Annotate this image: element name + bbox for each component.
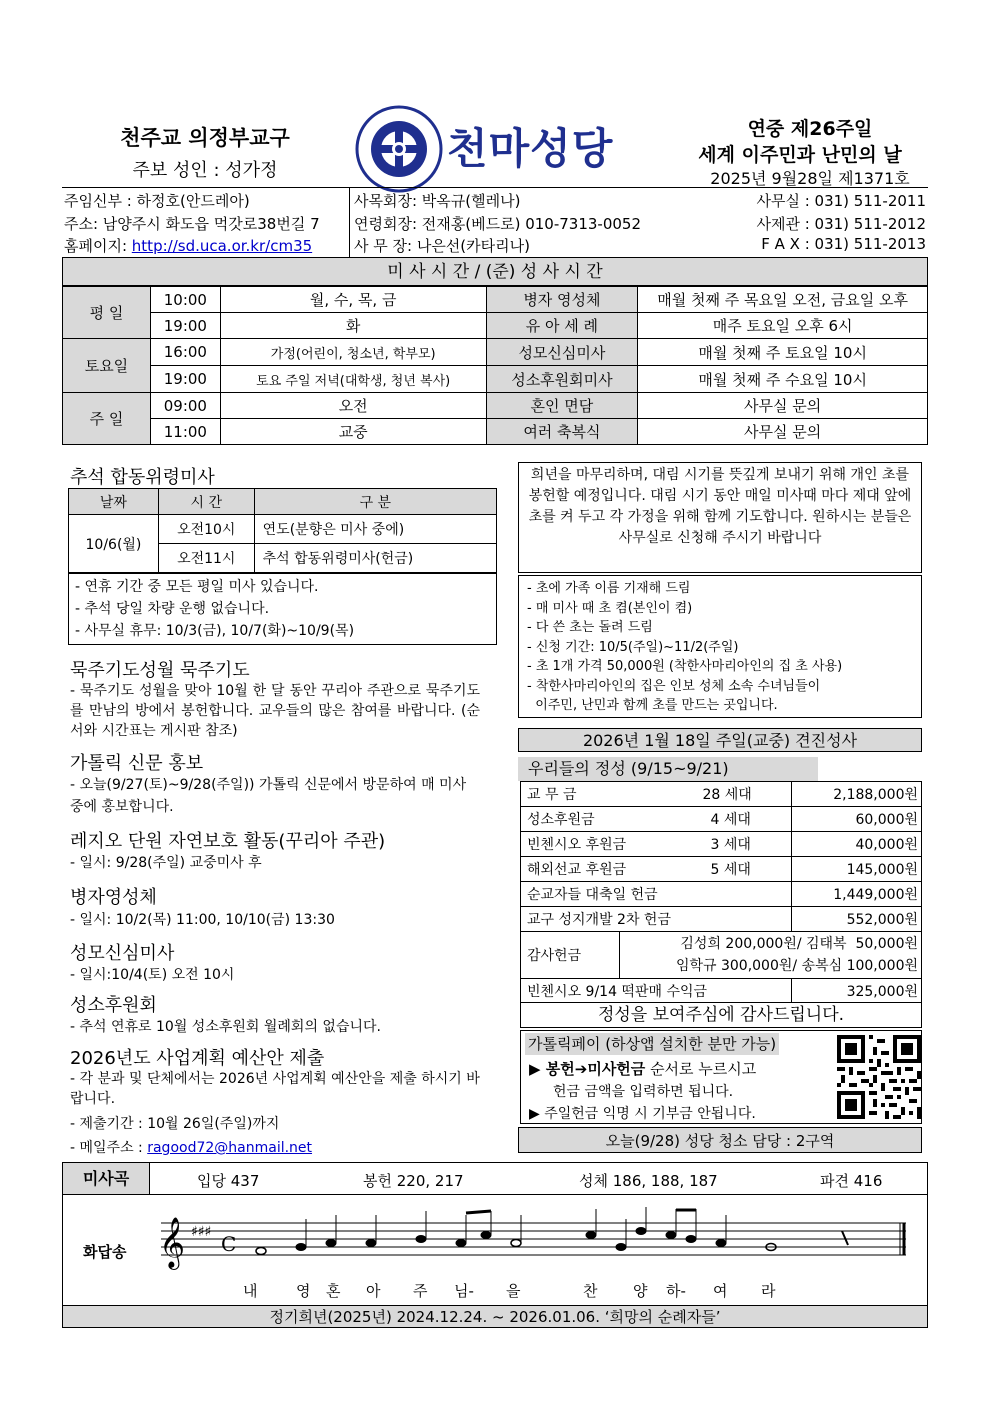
chuseok-note: - 추석 당일 차량 운행 없습니다. — [75, 601, 270, 617]
issue-date: 2025년 9월28일 제1371호 — [710, 169, 910, 188]
homepage — [64, 235, 312, 256]
liturgical-week: 연중 제26주일 — [747, 118, 873, 140]
lyric-syllable: 주 — [413, 1282, 428, 1300]
catholic-pay-box — [520, 1030, 922, 1124]
lyric-syllable: 여 — [713, 1282, 728, 1300]
sick-text: - 일시: 10/2(목) 11:00, 10/10(금) 13:30 — [70, 912, 335, 928]
vocation-title: 성소후원회 — [70, 995, 157, 1016]
lyric-syllable: 영 — [296, 1282, 311, 1300]
thanks-donors — [620, 932, 922, 979]
day-saturday: 토요일 — [63, 339, 151, 393]
offering-amount: 552,000원 — [792, 907, 922, 932]
budget-deadline: - 제출기간 : 10월 26일(주일)까지 — [70, 1116, 280, 1132]
patron-saint: 주보 성인 : 성가정 — [132, 160, 278, 181]
sacrament-detail: 사무실 문의 — [638, 393, 928, 419]
psalm-label: 화답송 — [83, 1243, 127, 1261]
chuseok-notes — [68, 573, 497, 645]
offering-label: 순교자들 대축일 헌금 — [521, 882, 792, 907]
mass-time: 09:00 — [150, 393, 220, 419]
chuseok-time: 오전11시 — [158, 544, 254, 573]
candle-item: - 초 1개 가격 50,000원 (착한사마리아인의 집 초 사용) — [527, 659, 843, 674]
offering-row — [521, 782, 792, 807]
catholic-pay-line2: 헌금 금액을 입력하면 됩니다. — [553, 1084, 734, 1100]
address: 주소: 남양주시 화도읍 먹갓로38번길 7 — [64, 215, 320, 233]
homepage-link[interactable]: http://sd.uca.or.kr/cm35 — [131, 237, 313, 255]
candle-list — [518, 575, 922, 718]
pastor: 주임신부 : 하정호(안드레아) — [64, 192, 250, 210]
offering-count: 4 세대 — [710, 812, 751, 828]
budget-text: - 각 분과 및 단체에서는 2026년 사업계획 예산안을 제출 하시기 바랍니다. — [70, 1071, 480, 1107]
chuseok-title: 추석 합동위령미사 — [70, 467, 215, 488]
mass-desc: 화 — [220, 313, 486, 339]
chuseok-date: 10/6(월) — [69, 515, 159, 573]
mass-desc: 오전 — [220, 393, 486, 419]
rectory-phone: 사제관 : 031) 511-2012 — [756, 215, 926, 233]
hymn-offertory: 봉헌 220, 217 — [363, 1172, 464, 1190]
vincent-amount: 325,000원 — [792, 979, 922, 1003]
lyric-syllable: 내 — [243, 1282, 258, 1300]
psalm-lyrics — [151, 1280, 911, 1302]
catholic-pay-line3: ▶ 주일헌금 익명 시 기부금 안됩니다. — [529, 1106, 756, 1122]
mass-schedule-table — [62, 286, 928, 445]
confirmation-banner: 2026년 1월 18일 주일(교중) 견진성사 — [518, 728, 922, 752]
budget-email-row — [70, 1137, 312, 1157]
lyric-syllable: 하- — [666, 1282, 686, 1300]
offering-table — [520, 781, 922, 1003]
council-head: 사목회장: 박옥규(헬레나) — [354, 192, 521, 210]
candle-item: - 매 미사 때 초 켬(본인이 켬) — [527, 600, 693, 616]
budget-title: 2026년도 사업계획 예산안 제출 — [70, 1048, 325, 1069]
marian-title: 성모신심미사 — [70, 943, 175, 964]
offering-amount: 40,000원 — [792, 832, 922, 857]
sacrament-item: 혼인 면담 — [486, 393, 638, 419]
mass-desc: 교중 — [220, 419, 486, 445]
lyric-syllable: 님- — [454, 1282, 474, 1300]
offering-title: 우리들의 정성 (9/15~9/21) — [518, 757, 818, 781]
news-text: - 오늘(9/27(토)~9/28(주일)) 가톨릭 신문에서 방문하여 매 미사 중에 홍보합니다. — [70, 777, 467, 815]
offering-amount: 2,188,000원 — [792, 782, 922, 807]
catholic-pay-title: 가톨릭페이 (하상앱 설치한 분만 가능) — [525, 1033, 779, 1055]
day-sunday: 주 일 — [63, 393, 151, 445]
vincent-label: 빈첸시오 9/14 떡판매 수익금 — [521, 979, 792, 1003]
chuseok-header-date: 날짜 — [69, 489, 159, 515]
day-weekday: 평 일 — [63, 287, 151, 339]
fax: F A X : 031) 511-2013 — [761, 235, 926, 253]
sick-title: 병자영성체 — [70, 887, 157, 908]
offering-label: 성소후원금 — [527, 812, 595, 828]
step-instruction: 순서로 누르시고 — [645, 1060, 757, 1078]
mass-time: 19:00 — [150, 313, 220, 339]
budget-email-label: - 메일주소 : — [70, 1140, 148, 1156]
chuseok-desc: 추석 합동위령미사(헌금) — [254, 544, 496, 573]
mass-time: 16:00 — [150, 339, 220, 366]
lyric-syllable: 찬 — [583, 1282, 598, 1300]
chuseok-note: - 사무실 휴무: 10/3(금), 10/7(화)~10/9(목) — [75, 623, 355, 639]
candle-item: - 신청 기간: 10/5(주일)~11/2(주일) — [527, 639, 739, 655]
mass-time: 19:00 — [150, 366, 220, 393]
budget-email-link[interactable]: ragood72@hanmail.net — [147, 1140, 313, 1156]
hymn-dismissal: 파견 416 — [820, 1172, 883, 1190]
chuseok-table — [68, 488, 497, 573]
sacrament-item: 성소후원회미사 — [486, 366, 638, 393]
mass-schedule-title: 미 사 시 간 / (준) 성 사 시 간 — [62, 257, 928, 286]
thanks-line: 김성희 200,000원/ 김태복 50,000원 — [680, 936, 918, 952]
sacrament-item: 유 아 세 례 — [486, 313, 638, 339]
mass-offering-step-label: 미사헌금 — [587, 1060, 646, 1078]
homepage-label: 홈페이지: — [64, 237, 132, 255]
chuseok-time: 오전10시 — [158, 515, 254, 544]
thanks-line: 임학규 300,000원/ 송복심 100,000원 — [675, 958, 918, 974]
sacrament-item: 여러 축복식 — [486, 419, 638, 445]
offering-step-label: ▶ 봉헌 — [529, 1060, 575, 1078]
hymn-section — [62, 1162, 928, 1328]
parish-name: 천마성당 — [447, 124, 614, 173]
sacrament-detail: 매월 첫째 주 수요일 10시 — [638, 366, 928, 393]
candle-item: 이주민, 난민과 함께 초를 만드는 곳입니다. — [527, 698, 778, 713]
parish-info — [62, 187, 928, 256]
offering-count: 28 세대 — [702, 787, 752, 803]
svg-text:♯♯♯: ♯♯♯ — [191, 1224, 212, 1240]
lyric-syllable: 양 — [633, 1282, 648, 1300]
hymn-entrance: 입당 437 — [197, 1172, 260, 1190]
sacrament-detail: 매월 첫째 주 토요일 10시 — [638, 339, 928, 366]
qr-code-icon[interactable] — [837, 1035, 921, 1119]
legio-text: - 일시: 9/28(주일) 교중미사 후 — [70, 855, 262, 871]
marian-text: - 일시:10/4(토) 오전 10시 — [70, 967, 235, 983]
offering-label: 교구 성지개발 2차 헌금 — [521, 907, 792, 932]
mass-time: 10:00 — [150, 287, 220, 313]
offering-label: 빈첸시오 후원금 — [527, 837, 627, 853]
offering-amount: 60,000원 — [792, 807, 922, 832]
offering-amount: 1,449,000원 — [792, 882, 922, 907]
chuseok-note: - 연휴 기간 중 모든 평일 미사 있습니다. — [75, 579, 319, 595]
lyric-syllable: 을 — [506, 1282, 521, 1300]
office-phone: 사무실 : 031) 511-2011 — [756, 192, 926, 210]
hymn-communion: 성체 186, 188, 187 — [579, 1172, 718, 1190]
vocation-text: - 추석 연휴로 10월 성소후원회 월례회의 없습니다. — [70, 1019, 381, 1035]
sacrament-detail: 사무실 문의 — [638, 419, 928, 445]
federation-head: 연령회장: 전재홍(베드로) 010-7313-0052 — [354, 215, 641, 233]
candle-item: - 다 쓴 초는 돌려 드림 — [527, 620, 653, 635]
mass-time: 11:00 — [150, 419, 220, 445]
legio-title: 레지오 단원 자연보호 활동(꾸리아 주관) — [70, 831, 386, 852]
diocese-name: 천주교 의정부교구 — [120, 126, 290, 150]
sacrament-detail: 매월 첫째 주 목요일 오전, 금요일 오후 — [638, 287, 928, 313]
lyric-syllable: 아 — [366, 1282, 381, 1300]
chuseok-header-time: 시 간 — [158, 489, 254, 515]
secretary: 사 무 장: 나은선(카타리나) — [354, 237, 530, 255]
news-title: 가톨릭 신문 홍보 — [70, 753, 204, 774]
psalm-music-staff — [151, 1205, 911, 1279]
rosary-title: 묵주기도성월 묵주기도 — [70, 660, 250, 681]
offering-thanks: 정성을 보여주심에 감사드립니다. — [520, 1003, 922, 1028]
svg-text:𝄞: 𝄞 — [159, 1217, 186, 1268]
offering-count: 3 세대 — [710, 837, 751, 853]
svg-text:C: C — [221, 1232, 237, 1256]
sacrament-item: 병자 영성체 — [486, 287, 638, 313]
candle-intro: 희년을 마무리하며, 대림 시기를 뜻깊게 보내기 위해 개인 초를 봉헌할 예정입니다. 대림 시기 동안 매일 미사때 마다 제대 앞에 초를 켜 두고 각 가정을 위해 함께 기도합니다. 원하시는 분들은 사무실로 신청해 주시기 바랍니다 — [518, 462, 922, 573]
thanks-label: 감사헌금 — [521, 932, 620, 979]
candle-item: - 초에 가족 이름 기재해 드림 — [527, 581, 691, 596]
jubilee-banner: 정기희년(2025년) 2024.12.24. ~ 2026.01.06. ‘희망의 순례자들’ — [63, 1305, 927, 1327]
lyric-syllable: 라 — [761, 1282, 776, 1300]
offering-label: 해외선교 후원금 — [527, 862, 627, 878]
cleaning-duty: 오늘(9/28) 성당 청소 담당 : 2구역 — [518, 1127, 922, 1153]
candle-item: - 착한사마리아인의 집은 인보 성체 소속 수녀님들이 — [527, 678, 821, 694]
mass-desc: 가정(어린이, 청소년, 학부모) — [220, 339, 486, 366]
mass-desc: 토요 주일 저녁(대학생, 청년 복사) — [220, 366, 486, 393]
chuseok-desc: 연도(분향은 미사 중에) — [254, 515, 496, 544]
hymn-label: 미사곡 — [63, 1163, 150, 1195]
catholic-pay-step — [529, 1058, 756, 1079]
rosary-text: - 묵주기도 성월을 맞아 10월 한 달 동안 꾸리아 주관으로 묵주기도를 만남의 방에서 봉헌합니다. 교우들의 많은 참여를 바랍니다. (순서와 시간표는 게시판 참조) — [70, 683, 480, 739]
sacrament-item: 성모신심미사 — [486, 339, 638, 366]
diocese-logo — [355, 105, 443, 193]
lyric-syllable: 혼 — [326, 1282, 341, 1300]
offering-label: 교 무 금 — [527, 787, 577, 803]
offering-row — [521, 857, 792, 882]
offering-row — [521, 832, 792, 857]
chuseok-header-desc: 구 분 — [254, 489, 496, 515]
mass-desc: 월, 수, 목, 금 — [220, 287, 486, 313]
sacrament-detail: 매주 토요일 오후 6시 — [638, 313, 928, 339]
offering-amount: 145,000원 — [792, 857, 922, 882]
day-title: 세계 이주민과 난민의 날 — [698, 144, 902, 166]
offering-row — [521, 807, 792, 832]
arrow-right-icon: ➔ — [574, 1060, 588, 1078]
offering-count: 5 세대 — [710, 862, 751, 878]
